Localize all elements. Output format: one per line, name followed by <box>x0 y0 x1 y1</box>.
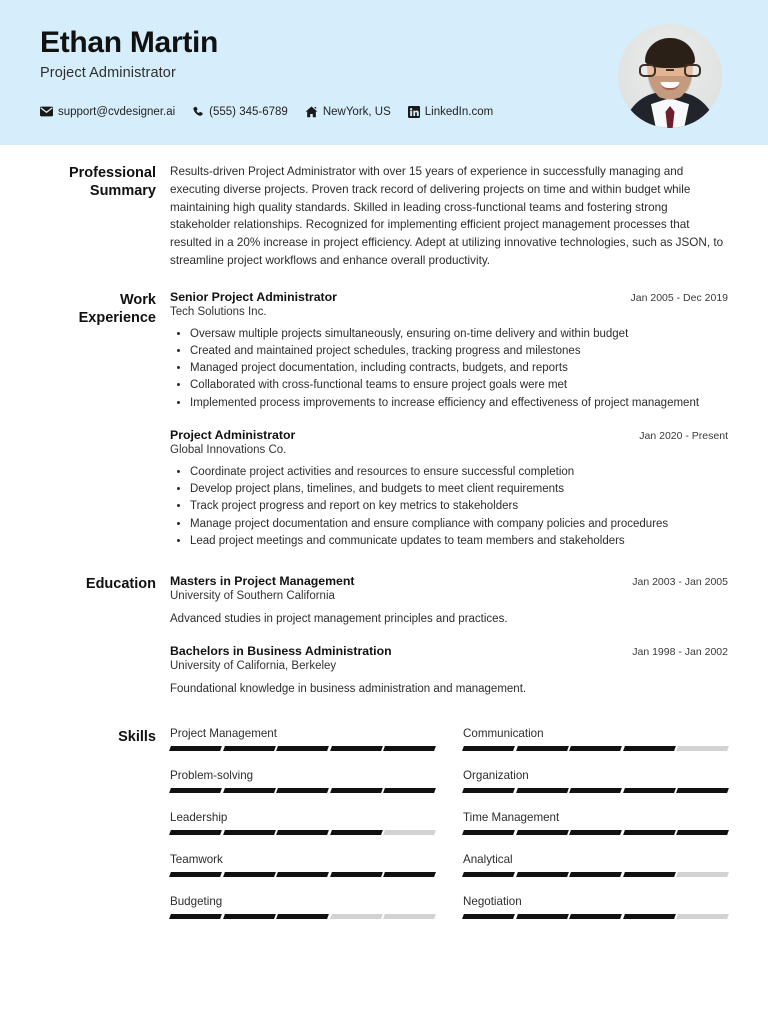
bullet-item: • Created and maintained project schedules, tracking progress and milestones <box>190 343 728 360</box>
skill-rating-segment <box>569 872 621 877</box>
work-entry <box>170 290 728 412</box>
education-entry-description: Advanced studies in project management principles and practices. <box>170 613 508 626</box>
bullet-item: • Coordinate project activities and resources to ensure successful completion <box>190 464 728 481</box>
skill-item <box>170 727 435 769</box>
skill-rating-segment <box>330 914 382 919</box>
contact-location-text: NewYork, US <box>322 105 391 118</box>
skill-name: Teamwork <box>170 852 223 866</box>
skill-rating-segment <box>223 872 275 877</box>
skill-name: Analytical <box>463 852 513 866</box>
skill-item <box>463 895 728 937</box>
skill-name: Budgeting <box>170 894 223 908</box>
skill-rating-segment <box>383 914 435 919</box>
skill-item <box>170 853 435 895</box>
phone-icon <box>192 106 204 118</box>
contact-phone[interactable] <box>192 106 288 118</box>
skill-item <box>463 853 728 895</box>
page-title: Ethan Martin <box>40 26 219 59</box>
skill-rating-segment <box>462 914 514 919</box>
skill-item <box>170 895 435 937</box>
contact-row <box>40 106 493 118</box>
skill-rating-bar <box>170 830 435 835</box>
skill-name: Problem-solving <box>170 768 254 782</box>
summary-label-line1: Professional <box>68 165 156 181</box>
education-entry <box>170 644 728 698</box>
bullet-item: • Track project progress and report on key metrics to stakeholders <box>190 498 728 515</box>
work-entry-organization: Tech Solutions Inc. <box>170 305 267 318</box>
skill-rating-segment <box>276 788 328 793</box>
education-entry-date: Jan 2003 - Jan 2005 <box>632 576 728 589</box>
section-education <box>40 574 728 701</box>
section-label-skills: Skills <box>118 728 156 745</box>
summary-label-line2: Summary <box>89 183 156 200</box>
skill-rating-bar <box>170 914 435 919</box>
education-entry <box>170 574 728 628</box>
skill-rating-segment <box>676 830 728 835</box>
skill-rating-segment <box>462 872 514 877</box>
education-entry-organization: University of Southern California <box>170 590 335 603</box>
skill-rating-bar <box>463 914 728 919</box>
skill-rating-segment <box>676 788 728 793</box>
skill-rating-segment <box>569 788 621 793</box>
education-entry-description: Foundational knowledge in business administration and management. <box>170 683 527 696</box>
work-entry-title: Senior Project Administrator <box>170 289 337 304</box>
skill-rating-segment <box>676 914 728 919</box>
skill-name: Communication <box>463 726 544 740</box>
skill-rating-segment <box>169 788 221 793</box>
skill-item <box>170 811 435 853</box>
section-label-summary <box>40 163 170 200</box>
skill-item <box>463 727 728 769</box>
skill-rating-segment <box>462 746 514 751</box>
skill-rating-segment <box>623 746 675 751</box>
section-work-experience <box>40 290 728 553</box>
work-entry-bullets <box>170 326 728 412</box>
skill-rating-segment <box>383 788 435 793</box>
skill-rating-bar <box>463 872 728 877</box>
skill-rating-segment <box>276 830 328 835</box>
contact-linkedin-text: LinkedIn.com <box>424 105 494 118</box>
skill-rating-segment <box>223 746 275 751</box>
skills-grid <box>170 727 728 937</box>
work-entry-bullets <box>170 464 728 550</box>
contact-phone-text: (555) 345-6789 <box>209 105 288 118</box>
skill-rating-segment <box>276 872 328 877</box>
home-icon <box>305 106 318 118</box>
skill-rating-segment <box>223 914 275 919</box>
linkedin-icon <box>408 106 420 118</box>
skill-name: Leadership <box>170 810 228 824</box>
skill-rating-segment <box>383 830 435 835</box>
skill-rating-segment <box>169 830 221 835</box>
work-entry-date: Jan 2005 - Dec 2019 <box>630 291 728 304</box>
section-label-education: Education <box>85 576 156 593</box>
envelope-icon <box>40 106 53 117</box>
skill-rating-segment <box>169 914 221 919</box>
contact-location[interactable] <box>305 106 391 118</box>
skill-rating-bar <box>170 872 435 877</box>
skill-rating-segment <box>623 788 675 793</box>
work-entry-date: Jan 2020 - Present <box>639 429 728 442</box>
header-identity-block <box>40 22 493 118</box>
resume-body <box>0 145 768 937</box>
skill-rating-segment <box>462 830 514 835</box>
resume-header <box>0 0 768 145</box>
section-label-work <box>40 290 170 327</box>
skill-rating-bar <box>170 746 435 751</box>
summary-text: Results-driven Project Administrator with over 15 years of experience in successfully managing and executing diverse projects. Proven track record of delivering projects on time and within budget while maintaining high quality standards. Skilled in leading cross-functional teams and fostering strong stakeholder relationships. Recognized for implementing efficient project management processes that resulted in a 20% increase in project efficiency. Adept at utilizing innovative technologies, such as JSON, to streamline project workflows and enhance overall productivity. <box>170 165 724 267</box>
skill-rating-segment <box>516 872 568 877</box>
skill-rating-segment <box>569 914 621 919</box>
skill-rating-segment <box>623 830 675 835</box>
education-entry-title: Masters in Project Management <box>170 574 355 589</box>
work-entry-title: Project Administrator <box>170 427 296 442</box>
work-label-line2: Experience <box>78 309 156 326</box>
bullet-item: • Oversaw multiple projects simultaneously, ensuring on-time delivery and within budget <box>190 326 728 343</box>
skill-rating-segment <box>169 872 221 877</box>
bullet-item: • Implemented process improvements to increase efficiency and effectiveness of project management <box>190 395 728 412</box>
skill-name: Time Management <box>463 810 560 824</box>
education-entry-date: Jan 1998 - Jan 2002 <box>632 646 728 659</box>
contact-email[interactable] <box>40 106 175 118</box>
skill-rating-segment <box>623 914 675 919</box>
contact-linkedin[interactable] <box>408 106 493 118</box>
bullet-item: • Develop project plans, timelines, and budgets to meet client requirements <box>190 481 728 498</box>
skill-item <box>463 811 728 853</box>
work-label-line1: Work <box>120 291 156 308</box>
skill-rating-segment <box>223 788 275 793</box>
contact-email-text: support@cvdesigner.ai <box>58 105 176 118</box>
skill-rating-segment <box>330 746 382 751</box>
skill-rating-segment <box>276 914 328 919</box>
skill-rating-segment <box>516 788 568 793</box>
skill-rating-segment <box>569 830 621 835</box>
bullet-item: • Manage project documentation and ensure compliance with company policies and procedures <box>190 516 728 533</box>
skill-rating-segment <box>330 788 382 793</box>
skill-rating-bar <box>463 830 728 835</box>
skill-rating-segment <box>383 746 435 751</box>
bullet-item: • Managed project documentation, including contracts, budgets, and reports <box>190 360 728 377</box>
skill-rating-bar <box>463 788 728 793</box>
skill-item <box>463 769 728 811</box>
work-entry <box>170 428 728 550</box>
bullet-item: • Lead project meetings and communicate updates to team members and stakeholders <box>190 533 728 550</box>
skill-rating-segment <box>169 746 221 751</box>
skill-rating-segment <box>462 788 514 793</box>
skill-name: Organization <box>463 768 529 782</box>
work-entry-organization: Global Innovations Co. <box>170 443 287 456</box>
skill-rating-segment <box>676 746 728 751</box>
skill-rating-segment <box>330 830 382 835</box>
skill-rating-segment <box>383 872 435 877</box>
section-professional-summary <box>40 163 728 270</box>
section-skills <box>40 727 728 937</box>
skill-rating-segment <box>223 830 275 835</box>
skill-rating-segment <box>516 914 568 919</box>
skill-name: Project Management <box>170 726 277 740</box>
skill-rating-segment <box>330 872 382 877</box>
education-entry-organization: University of California, Berkeley <box>170 660 337 673</box>
job-title: Project Administrator <box>40 64 176 81</box>
skill-rating-bar <box>170 788 435 793</box>
skill-rating-segment <box>676 872 728 877</box>
skill-item <box>170 769 435 811</box>
bullet-item: • Collaborated with cross-functional teams to ensure project goals were met <box>190 377 728 394</box>
avatar <box>618 24 722 128</box>
skill-rating-segment <box>623 872 675 877</box>
skill-name: Negotiation <box>463 894 522 908</box>
education-entry-title: Bachelors in Business Administration <box>170 644 392 659</box>
skill-rating-segment <box>276 746 328 751</box>
skill-rating-segment <box>516 746 568 751</box>
skill-rating-bar <box>463 746 728 751</box>
skill-rating-segment <box>516 830 568 835</box>
skill-rating-segment <box>569 746 621 751</box>
